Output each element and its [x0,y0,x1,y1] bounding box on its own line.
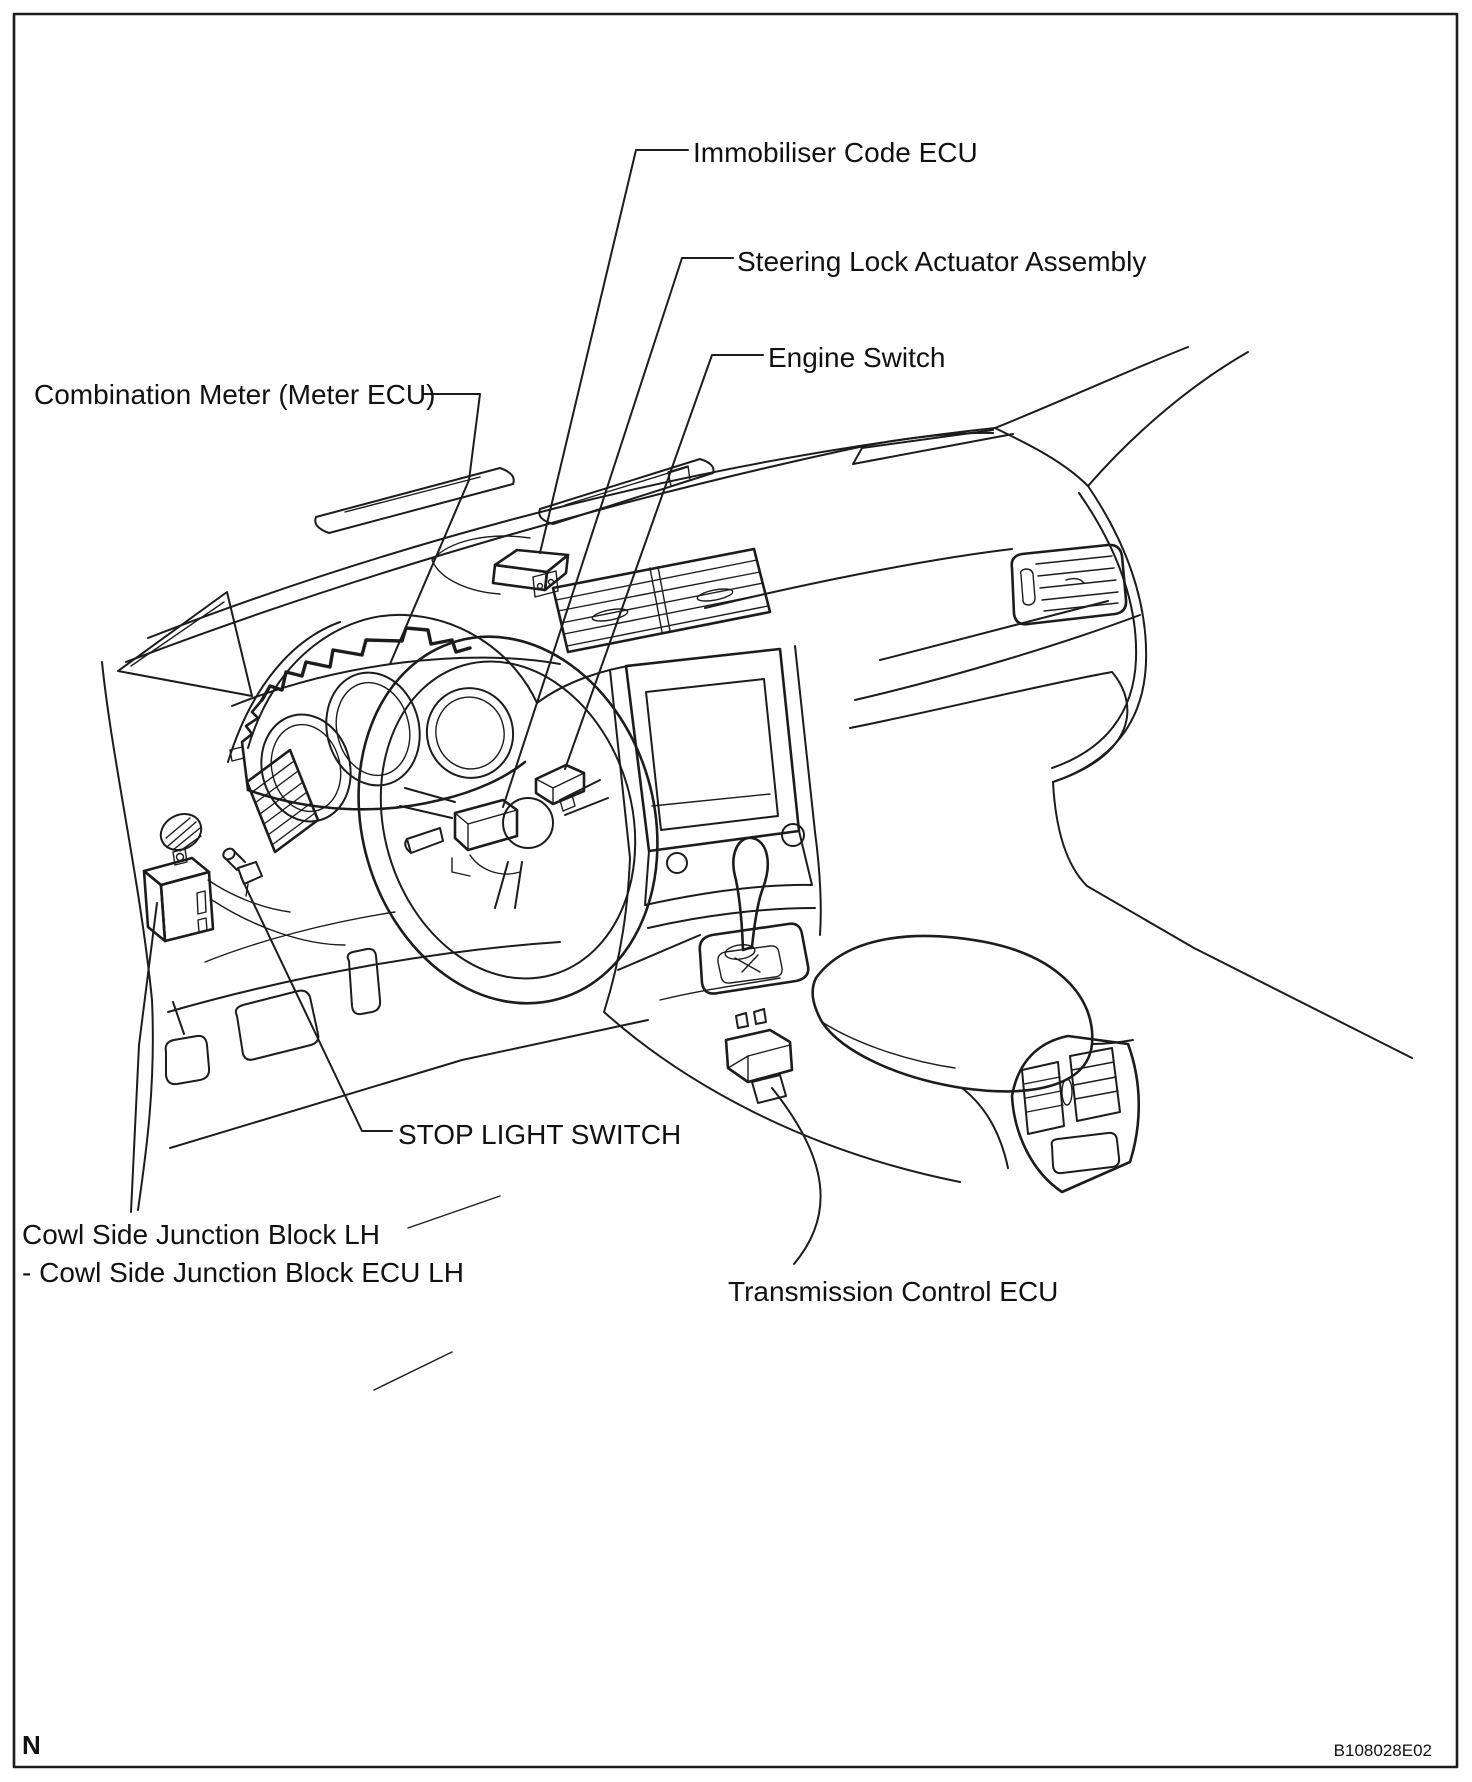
brake-pedal [166,1036,209,1084]
label-stop-light-switch: STOP LIGHT SWITCH [398,1119,682,1150]
shift-gate [718,946,782,983]
shift-knob [733,838,767,950]
glove-box-line [855,615,1140,700]
vent-tab [1021,569,1035,605]
callout-leaders [131,150,821,1264]
ecu-front-face [493,565,547,590]
footrest [236,991,319,1060]
rear-console-vents [1012,1036,1139,1192]
vent-slats [1024,1077,1063,1112]
stop-light-switch-part [221,846,262,896]
connector-slots [197,891,207,932]
label-steering-lock-actuator: Steering Lock Actuator Assembly [737,246,1147,277]
label-cowl-junction-line1: Cowl Side Junction Block LH [22,1219,380,1250]
turn-signal-stalk [405,828,443,853]
under-column-lines [208,880,345,945]
rear-lower-slot [1052,1133,1120,1173]
leader-transmission-ecu [772,1088,821,1264]
dash-right-corner [995,428,1088,486]
side-vent-left [230,747,318,852]
switch-plunger-tip [221,846,237,861]
side-vent-right [1012,545,1126,624]
vent-latch [1066,579,1084,583]
bracket-hole [538,584,543,589]
dash-end-outer [1053,486,1146,782]
vent-oval-tab [1062,1079,1072,1105]
wheel-rim-inner [344,631,671,1009]
windshield-base-line [148,428,995,638]
leader-engine-switch [565,355,763,769]
callout-labels [22,137,1146,1307]
engine-switch-tab [560,795,575,811]
glove-box-top-line [705,549,1012,608]
figure-code: B108028E02 [1333,1741,1432,1760]
knee-bolster-line [205,912,395,962]
vent-slats [1072,1062,1118,1099]
nav-screen [646,679,778,830]
leader-combination-meter [390,394,480,664]
defroster-vents [315,430,1013,533]
console-right-edge [815,832,821,935]
footer [22,1730,1432,1760]
console-top-line [618,935,700,970]
vent-knob [230,747,244,761]
page-marker: N [22,1730,41,1760]
vent-slats [1036,556,1118,611]
transmission-ecu-connector [726,1009,792,1103]
leader-steering-lock [503,258,733,807]
center-stack [553,549,815,928]
defroster-vent-left [315,468,514,533]
vent-slats [251,761,315,845]
vent-divider [650,567,670,632]
nav-screen-band [652,794,770,806]
a-pillar-right-lower [1088,352,1248,486]
glove-box-line [880,601,1108,660]
center-console [604,832,1133,1182]
a-pillar-left-inner [131,602,224,666]
label-engine-switch: Engine Switch [768,342,946,373]
door-sill-line [1053,782,1412,1058]
armrest-lowlight [822,1022,955,1068]
carpet-lines [374,1196,500,1390]
console-crease [660,978,780,1000]
column-shroud-lines [452,855,520,876]
switch-body [238,862,262,884]
console-rear-lines [962,1040,1133,1168]
connector-body [726,1030,792,1082]
connector-clips [736,1009,766,1028]
vent-control-tab [591,607,628,624]
meter-housing-left [242,700,262,790]
meter-housing-bottom [248,762,525,809]
leader-stop-light-switch [241,877,392,1131]
gauge-ring-right-outer [417,679,522,787]
glove-box-line [850,672,1112,728]
glove-box-corner [1053,672,1127,782]
accelerator-pedal [348,949,380,1014]
brake-pedal-arm [173,1002,184,1034]
gauge-ring-right-inner [428,690,511,776]
door-opening-line [102,662,153,1210]
grommet-hatching [166,818,201,851]
label-transmission-control-ecu: Transmission Control ECU [728,1276,1059,1307]
immobiliser-ecu-part [432,536,568,597]
page-border [14,14,1457,1767]
label-cowl-junction-line2: - Cowl Side Junction Block ECU LH [22,1257,464,1288]
stack-knob [667,853,687,873]
wheel-spoke-bottom [495,862,522,908]
label-combination-meter: Combination Meter (Meter ECU) [34,379,436,410]
label-immobiliser-code-ecu: Immobiliser Code ECU [693,137,978,168]
defroster-vent-left-slat [345,477,480,512]
